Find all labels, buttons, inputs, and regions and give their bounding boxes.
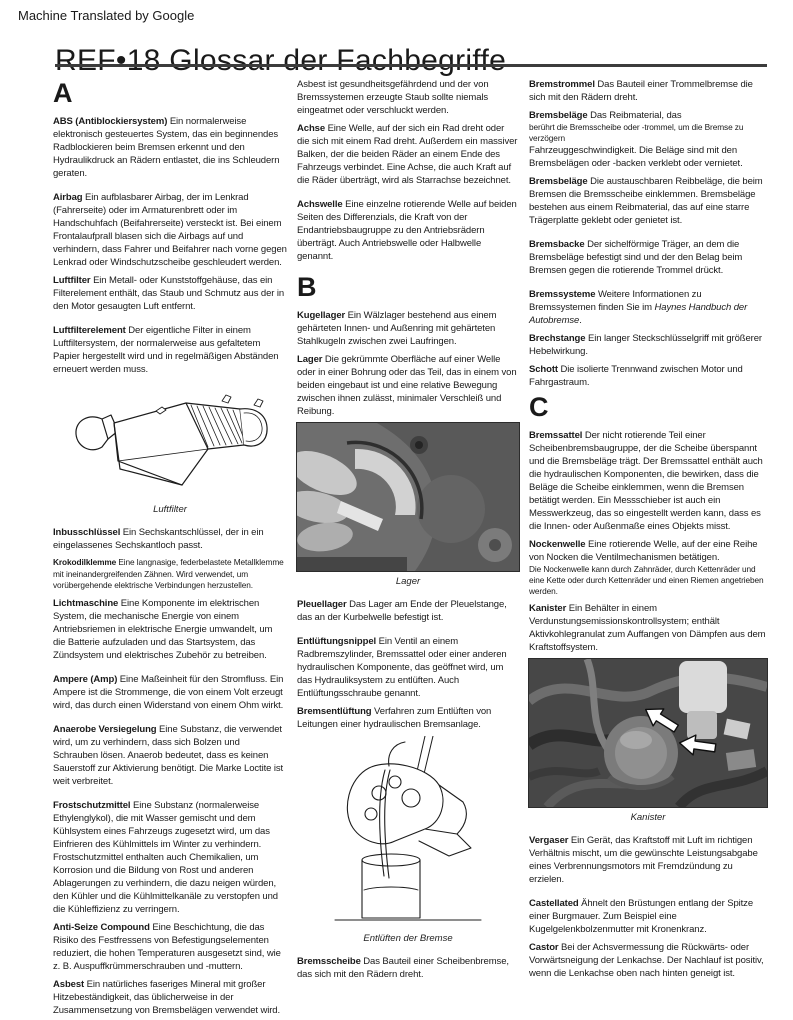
glossary-text: Die Nockenwelle kann durch Zahnräder, durch Kettenräder und eine Kette oder durch Kettenräder und einen Riemen angetrieben werden. [529,564,764,596]
glossary-text: Die gekrümmte Oberfläche auf einer Welle oder in einer Bohrung oder das Teil, das in einem von beiden eingebaut ist und eine relative Bewegung zwischen ihnen zulässt, minimaler Verschleiß und Reibung. [297,354,517,417]
glossary-text: Ähnelt den Brüstungen entlang der Spitze einer Burgmauer. Zum Beispiel eine Kugelgelenkbolzenmutter mit Kronenkranz. [529,898,754,935]
glossary-entry [529,538,767,597]
glossary-entry [53,274,287,313]
glossary-entry [529,288,767,327]
glossary-term: Luftfilter [53,275,94,286]
glossary-text: Ein aufblasbarer Airbag, der im Lenkrad (Fahrerseite) oder im Armaturenbrett oder im Handschuhfach (Beifahrerseite) versteckt ist. Bei einem Frontalaufprall blasen sich die Airbags auf und verhindern, dass Fahrer und Beifahrer nach vorne gegen Lenkrad oder Windschutzscheibe geschleudert werden. [53,192,287,268]
glossary-columns [53,78,767,1018]
glossary-text: Eine Substanz (normalerweise Ethylenglykol), die mit Wasser gemischt und dem Kühlsystem eines Fahrzeugs zugesetzt wird, um das Einfrieren des Kühlmittels im Winter zu verhindern. Frostschutzmittel enthalten auch Chemikalien, um Korrosion und die Bildung von Rost und anderen Ablagerungen zu verhindern, die dazu neigen würden, den Kühler und die Kühlmittelkanäle zu verstopfen und die Kühleffizienz zu verringern. [53,799,278,915]
glossary-term: Kanister [529,603,569,614]
glossary-entry [529,78,767,104]
glossary-entry [53,115,287,180]
glossary-term: Anaerobe Versiegelung [53,723,160,735]
figure-caption: Kanister [630,812,666,823]
glossary-entry [297,705,519,731]
glossary-entry [529,332,767,358]
glossary-text: . [579,315,582,326]
glossary-entry [53,324,287,376]
glossary-text: Ein Behälter in einem Verdunstungsemissionskontrollsystem; enthält Aktivkohlegranulat zum Auffangen von Dämpfen aus dem Kraftstoffsystem. [529,603,766,653]
glossary-term: Bremssysteme [529,289,598,300]
glossary-entry [297,309,519,348]
glossary-term: Entlüftungsnippel [297,636,379,647]
glossary-entry [53,557,287,592]
glossary-term: Inbusschlüssel [53,527,123,538]
figure-kanister [529,659,767,823]
glossary-entry [529,897,767,936]
glossary-entry [529,941,767,980]
glossary-text: Der nicht rotierende Teil einer Scheibenbremsbaugruppe, der die Scheibe überspannt und die Bremsbeläge trägt. Der Bremssattel enthält auch die hydraulischen Komponenten, die bewirken, dass die Beläge die Scheibe einklemmen, wenn die Bremsen betätigt werden. Ein Messschieber ist auch ein Messwerkzeug, das so eingestellt werden kann, dass es die Innen- oder Außenmaße eines Objekts misst. [529,430,763,532]
glossary-term: Castor [529,942,562,953]
glossary-text: Eine langnasige, federbelastete Metallklemme mit ineinandergreifenden Zähnen. Wird verwendet, um vorübergehende elektrische Verbindungen herzustellen. [53,557,284,590]
title-rule [55,64,767,67]
glossary-term: Bremsscheibe [297,956,364,967]
glossary-text: Eine Beschichtung, die das Risiko des Festfressens von Befestigungselementen reduziert, die hohen Temperaturen ausgesetzt sind, wie z. B. Auspuffkrümmerschrauben und -muttern. [53,921,281,972]
brake-bleeding-illustration [327,736,489,928]
glossary-entry [297,635,519,700]
glossary-text: Der sichelförmige Träger, an dem die Bremsbeläge befestigt sind und der den Belag beim Bremsen gegen die rotierende Trommel drückt. [529,239,743,276]
glossary-text: Verfahren zum Entlüften von Leitungen einer hydraulischen Bremsanlage. [297,706,492,730]
glossary-term: Frostschutzmittel [53,799,134,811]
glossary-text: Ein Gerät, das Kraftstoff mit Luft im richtigen Verhältnis mischt, um die gewünschte Leistungsabgabe eines Verbrennungsmotors mit Fremdzündung zu erzielen. [529,835,758,885]
air-filter-illustration [58,387,282,499]
column-right [529,78,767,985]
glossary-text: Das Bauteil einer Trommelbremse die sich mit den Rädern dreht. [529,79,753,103]
glossary-entry [529,175,767,227]
glossary-term: Brechstange [529,333,588,344]
glossary-text: Eine Welle, auf der sich ein Rad dreht oder die sich mit einem Rad dreht. Außerdem ein massiver Balken, der die beiden Räder an einem Ende des Fahrzeugs verbindet. Eine Achse, die auch Kraft auf die Räder überträgt, wird als Starrachse bezeichnet. [297,123,518,186]
glossary-term: Anti-Seize Compound [53,921,153,933]
figure-caption: Luftfilter [153,504,187,515]
glossary-entry [529,429,767,533]
glossary-entry [297,122,519,187]
glossary-text: berührt die Bremsscheibe oder -trommel, um die Bremse zu verzögern [529,122,744,143]
glossary-entry [529,238,767,277]
figure-lager [297,423,519,587]
glossary-entry [297,598,519,624]
glossary-entry [529,363,767,389]
glossary-text: Eine Maßeinheit für den Stromfluss. Ein Ampere ist die Strommenge, die von einem Volt erzeugt wird, das durch einen Widerstand von einem Ohm wirkt. [53,673,284,711]
glossary-entry [529,109,767,170]
column-middle [297,78,519,986]
glossary-text: Bei der Achsvermessung die Rückwärts- oder Vorwärtsneigung der Lenkachse. Der Nachlauf ist positiv, wenn die Lenkachse oben nach hinten geneigt ist. [529,942,764,979]
page-title: REF•18 Glossar der Fachbegriffe [55,44,507,78]
glossary-text: Weitere Informationen zu Bremssystemen finden Sie im [529,289,702,313]
glossary-text: Ein Wälzlager bestehend aus einem gehärteten Innen- und Außenring mit gehärteten Stahlkugeln zwischen zwei Laufringen. [297,310,497,347]
figure-caption: Lager [395,576,421,587]
glossary-text: Ein normalerweise elektronisch gesteuertes System, das ein beginnendes Radblockieren beim Bremsen erkennt und den Hydraulikdruck an Rädern entlastet, die ins Schleudern geraten. [53,116,280,179]
glossary-text: Das Bauteil einer Scheibenbremse, das sich mit den Rädern dreht. [297,956,509,980]
glossary-term: ABS (Antiblockiersystem) [53,116,170,127]
glossary-text: Eine Substanz, die verwendet wird, um zu verhindern, dass sich Bolzen und Schrauben lösen. Anaerob bedeutet, dass es keinen Sauerstoff zur Aktivierung benötigt. Die Marke Loctite ist weit verbreitet. [53,723,284,787]
glossary-text: Eine Komponente im elektrischen System, die mechanische Energie von einem Antriebsriemen in elektrische Energie umwandelt, um die Batterie aufzuladen und das Startsystem, das Zündsystem und elektrisches Zubehör zu betreiben. [53,597,273,661]
glossary-entry [53,673,287,712]
glossary-term: Krokodilklemme [53,557,119,567]
glossary-term: Asbest [53,978,87,990]
glossary-text: Der eigentliche Filter in einem Luftfiltersystem, der normalerweise aus gefaltetem Papier hergestellt wird und in regelmäßigen Abständen erneuert werden muss. [53,325,279,375]
glossary-text: Eine rotierende Welle, auf der eine Reihe von Nocken die Ventilmechanismen betätigen. [529,539,758,563]
figure-caption: Entlüften der Bremse [363,933,453,944]
glossary-text: Das Lager am Ende der Pleuelstange, das an der Kurbelwelle befestigt ist. [297,599,507,623]
glossary-entry [529,602,767,654]
glossary-term: Lager [297,354,325,365]
glossary-text: Ein Ventil an einem Radbremszylinder, Bremssattel oder einer anderen hydraulischen Komponente, das geöffnet wird, um das Hydrauliksystem zu entlüften. Auch Entlüftungsschraube genannt. [297,636,507,699]
glossary-text: Eine einzelne rotierende Welle auf beiden Seiten des Differenzials, die Kraft von der Endantriebsbaugruppe zu den Antriebsrädern überträgt. Auch Antriebswelle oder Halbwelle genannt. [297,199,517,262]
glossary-text: Ein Sechskantschlüssel, der in ein eingelassenes Sechskantloch passt. [53,527,264,551]
figure-entlueften [297,736,519,944]
glossary-entry [53,526,287,552]
glossary-term: Lichtmaschine [53,597,121,609]
glossary-entry [53,978,287,1017]
glossary-text: Fahrzeuggeschwindigkeit. Die Beläge sind mit den Bremsbelägen oder -backen verklebt oder vernietet. [529,145,743,169]
section-letter-b: B [297,272,317,302]
section-letter-a: A [53,78,73,108]
machine-translated-note: Machine Translated by Google [18,8,195,23]
glossary-text: Haynes Handbuch der Autobremse [529,302,748,326]
glossary-term: Castellated [529,898,582,909]
glossary-term: Bremssattel [529,430,585,441]
figure-luftfilter [53,387,287,515]
glossary-term: Vergaser [529,835,571,846]
glossary-term: Bremsbeläge [529,176,591,187]
glossary-term: Bremsbacke [529,239,588,250]
glossary-entry [53,191,287,269]
glossary-term: Kugellager [297,310,348,321]
glossary-entry [53,723,287,788]
glossary-term: Bremsentlüftung [297,706,375,717]
glossary-term: Luftfilterelement [53,325,129,336]
glossary-text: Das Reibmaterial, das [590,110,682,121]
glossary-entry [297,198,519,263]
glossary-entry [53,921,287,973]
glossary-term: Achswelle [297,199,346,210]
glossary-entry [53,597,287,662]
column-left [53,78,287,1020]
glossary-text: Ein natürliches faseriges Mineral mit großer Hitzebeständigkeit, das üblicherweise in der Zusammensetzung von Bremsbelägen verwendet wird. [53,978,281,1016]
canister-photo [529,659,767,807]
glossary-entry [529,834,767,886]
glossary-text: Asbest ist gesundheitsgefährdend und der von Bremssystemen erzeugte Staub sollte niemals eingeatmet oder verschluckt werden. [297,79,489,116]
section-letter-c: C [529,392,549,422]
glossary-entry [297,353,519,418]
glossary-term: Nockenwelle [529,539,588,550]
glossary-term: Pleuellager [297,599,350,610]
glossary-term: Ampere (Amp) [53,673,120,685]
glossary-term: Bremstrommel [529,79,598,90]
bearing-photo [297,423,519,571]
glossary-term: Schott [529,364,561,375]
glossary-term: Achse [297,123,328,134]
glossary-entry [297,78,519,117]
glossary-term: Bremsbeläge [529,110,591,121]
glossary-text: Die austauschbaren Reibbeläge, die beim Bremsen die Bremsscheibe einklemmen. Bremsbeläge bestehen aus einem Reibmaterial, das auf eine starre Trägerplatte geklebt oder genietet ist. [529,176,763,226]
glossary-entry [297,955,519,981]
glossary-text: Ein Metall- oder Kunststoffgehäuse, das ein Filterelement enthält, das Staub und Schmutz aus der in den Motor gesaugten Luft entfernt. [53,275,285,312]
glossary-term: Airbag [53,192,86,203]
glossary-text: Die isolierte Trennwand zwischen Motor und Fahrgastraum. [529,364,743,388]
glossary-text: Ein langer Steckschlüsselgriff mit größerer Hebelwirkung. [529,333,762,357]
glossary-entry [53,799,287,916]
